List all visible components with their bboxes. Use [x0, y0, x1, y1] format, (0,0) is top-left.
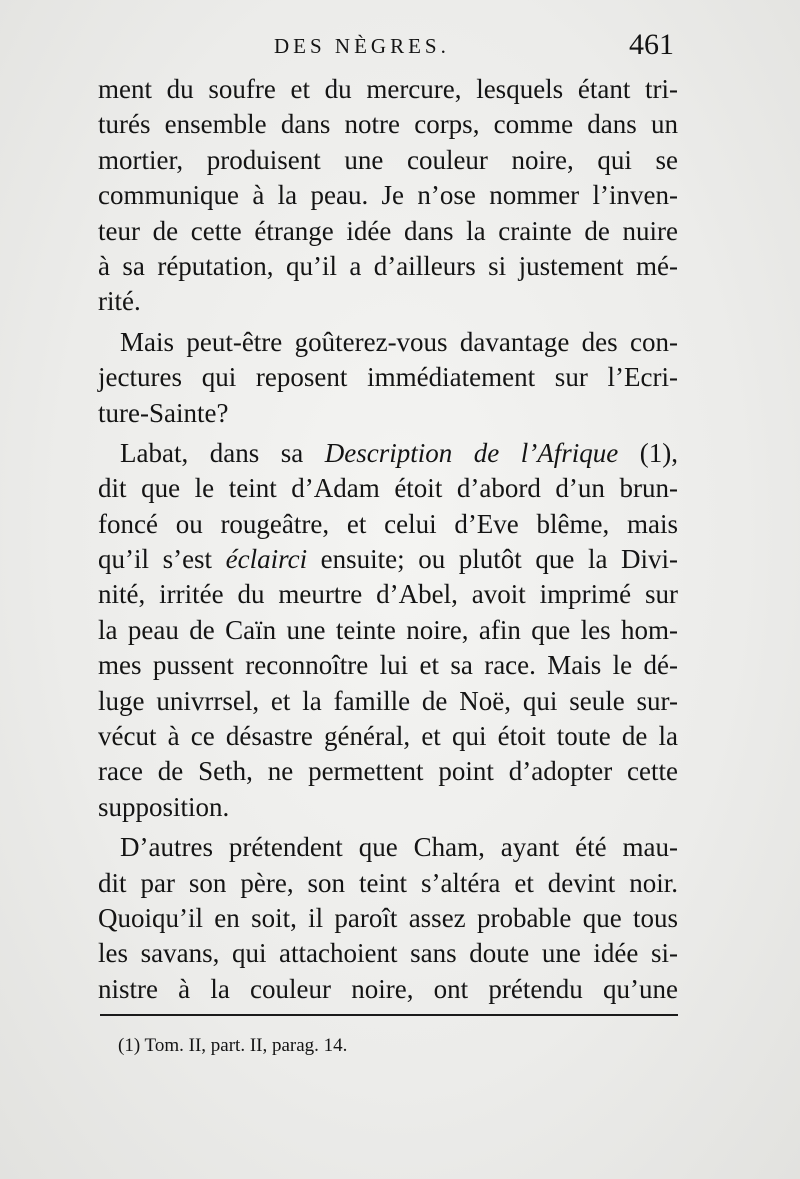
text-line: jectures qui reposent immédiatement sur l’Ecri- — [98, 362, 678, 393]
text-line: dit que le teint d’Adam étoit d’abord d’un brun- — [98, 473, 678, 504]
text-run: qu’il s’est — [98, 544, 226, 575]
text-line: Quoiqu’il en soit, il paroît assez probable que tous — [98, 902, 678, 933]
text-line: teur de cette étrange idée dans la crainte de nuire — [98, 215, 678, 246]
text-line: mortier, produisent une couleur noire, qui se — [98, 144, 678, 175]
footnote: (1) Tom. II, part. II, parag. 14. — [118, 1035, 348, 1056]
text-line: à sa réputation, qu’il a d’ailleurs si justement mé- — [98, 250, 678, 281]
text-line: D’autres prétendent que Cham, ayant été mau- — [120, 832, 678, 863]
text-line: supposition. — [98, 791, 230, 822]
text-line: Mais peut-être goûterez-vous davantage des con- — [120, 326, 678, 357]
text-line: ture-Sainte? — [98, 397, 229, 428]
body-text — [98, 72, 678, 1007]
text-line — [98, 436, 678, 471]
text-line: les savans, qui attachoient sans doute une idée si- — [98, 938, 678, 969]
text-line: ment du soufre et du mercure, lesquels étant tri- — [98, 74, 678, 104]
text-line: foncé ou rougeâtre, et celui d’Eve blême, mais — [98, 508, 678, 539]
text-line: nité, irritée du meurtre d’Abel, avoit imprimé sur — [98, 579, 678, 610]
text-line: nistre à la couleur noire, ont prétendu qu’une — [98, 973, 678, 1004]
page-number: 461 — [629, 28, 674, 61]
book-title: Description de l’Afrique — [324, 437, 619, 468]
text-line: dit par son père, son teint s’altéra et devint noir. — [98, 867, 678, 898]
page-header — [96, 26, 678, 70]
text-run: ensuite; ou plutôt que la Divi- — [307, 544, 678, 575]
text-line: vécut à ce désastre général, et qui étoit toute de la — [98, 721, 678, 752]
text-line: rité. — [98, 286, 141, 317]
text-line: la peau de Caïn une teinte noire, afin que les hom- — [98, 614, 678, 645]
footnote-divider — [100, 1014, 678, 1016]
text-line: race de Seth, ne permettent point d’adopter cette — [98, 756, 678, 787]
text-line: luge univrrsel, et la famille de Noë, qui seule sur- — [98, 685, 678, 716]
text-line: communique à la peau. Je n’ose nommer l’inven- — [98, 180, 678, 211]
running-head: DES NÈGRES. — [274, 34, 450, 58]
footnote-ref: (1), — [618, 437, 679, 468]
text-run: Labat, dans sa — [120, 437, 325, 468]
emphasis: éclairci — [225, 544, 308, 575]
text-line: turés ensemble dans notre corps, comme dans un — [98, 109, 678, 140]
text-line: mes pussent reconnoître lui et sa race. Mais le dé- — [98, 650, 678, 681]
text-line — [98, 542, 678, 577]
